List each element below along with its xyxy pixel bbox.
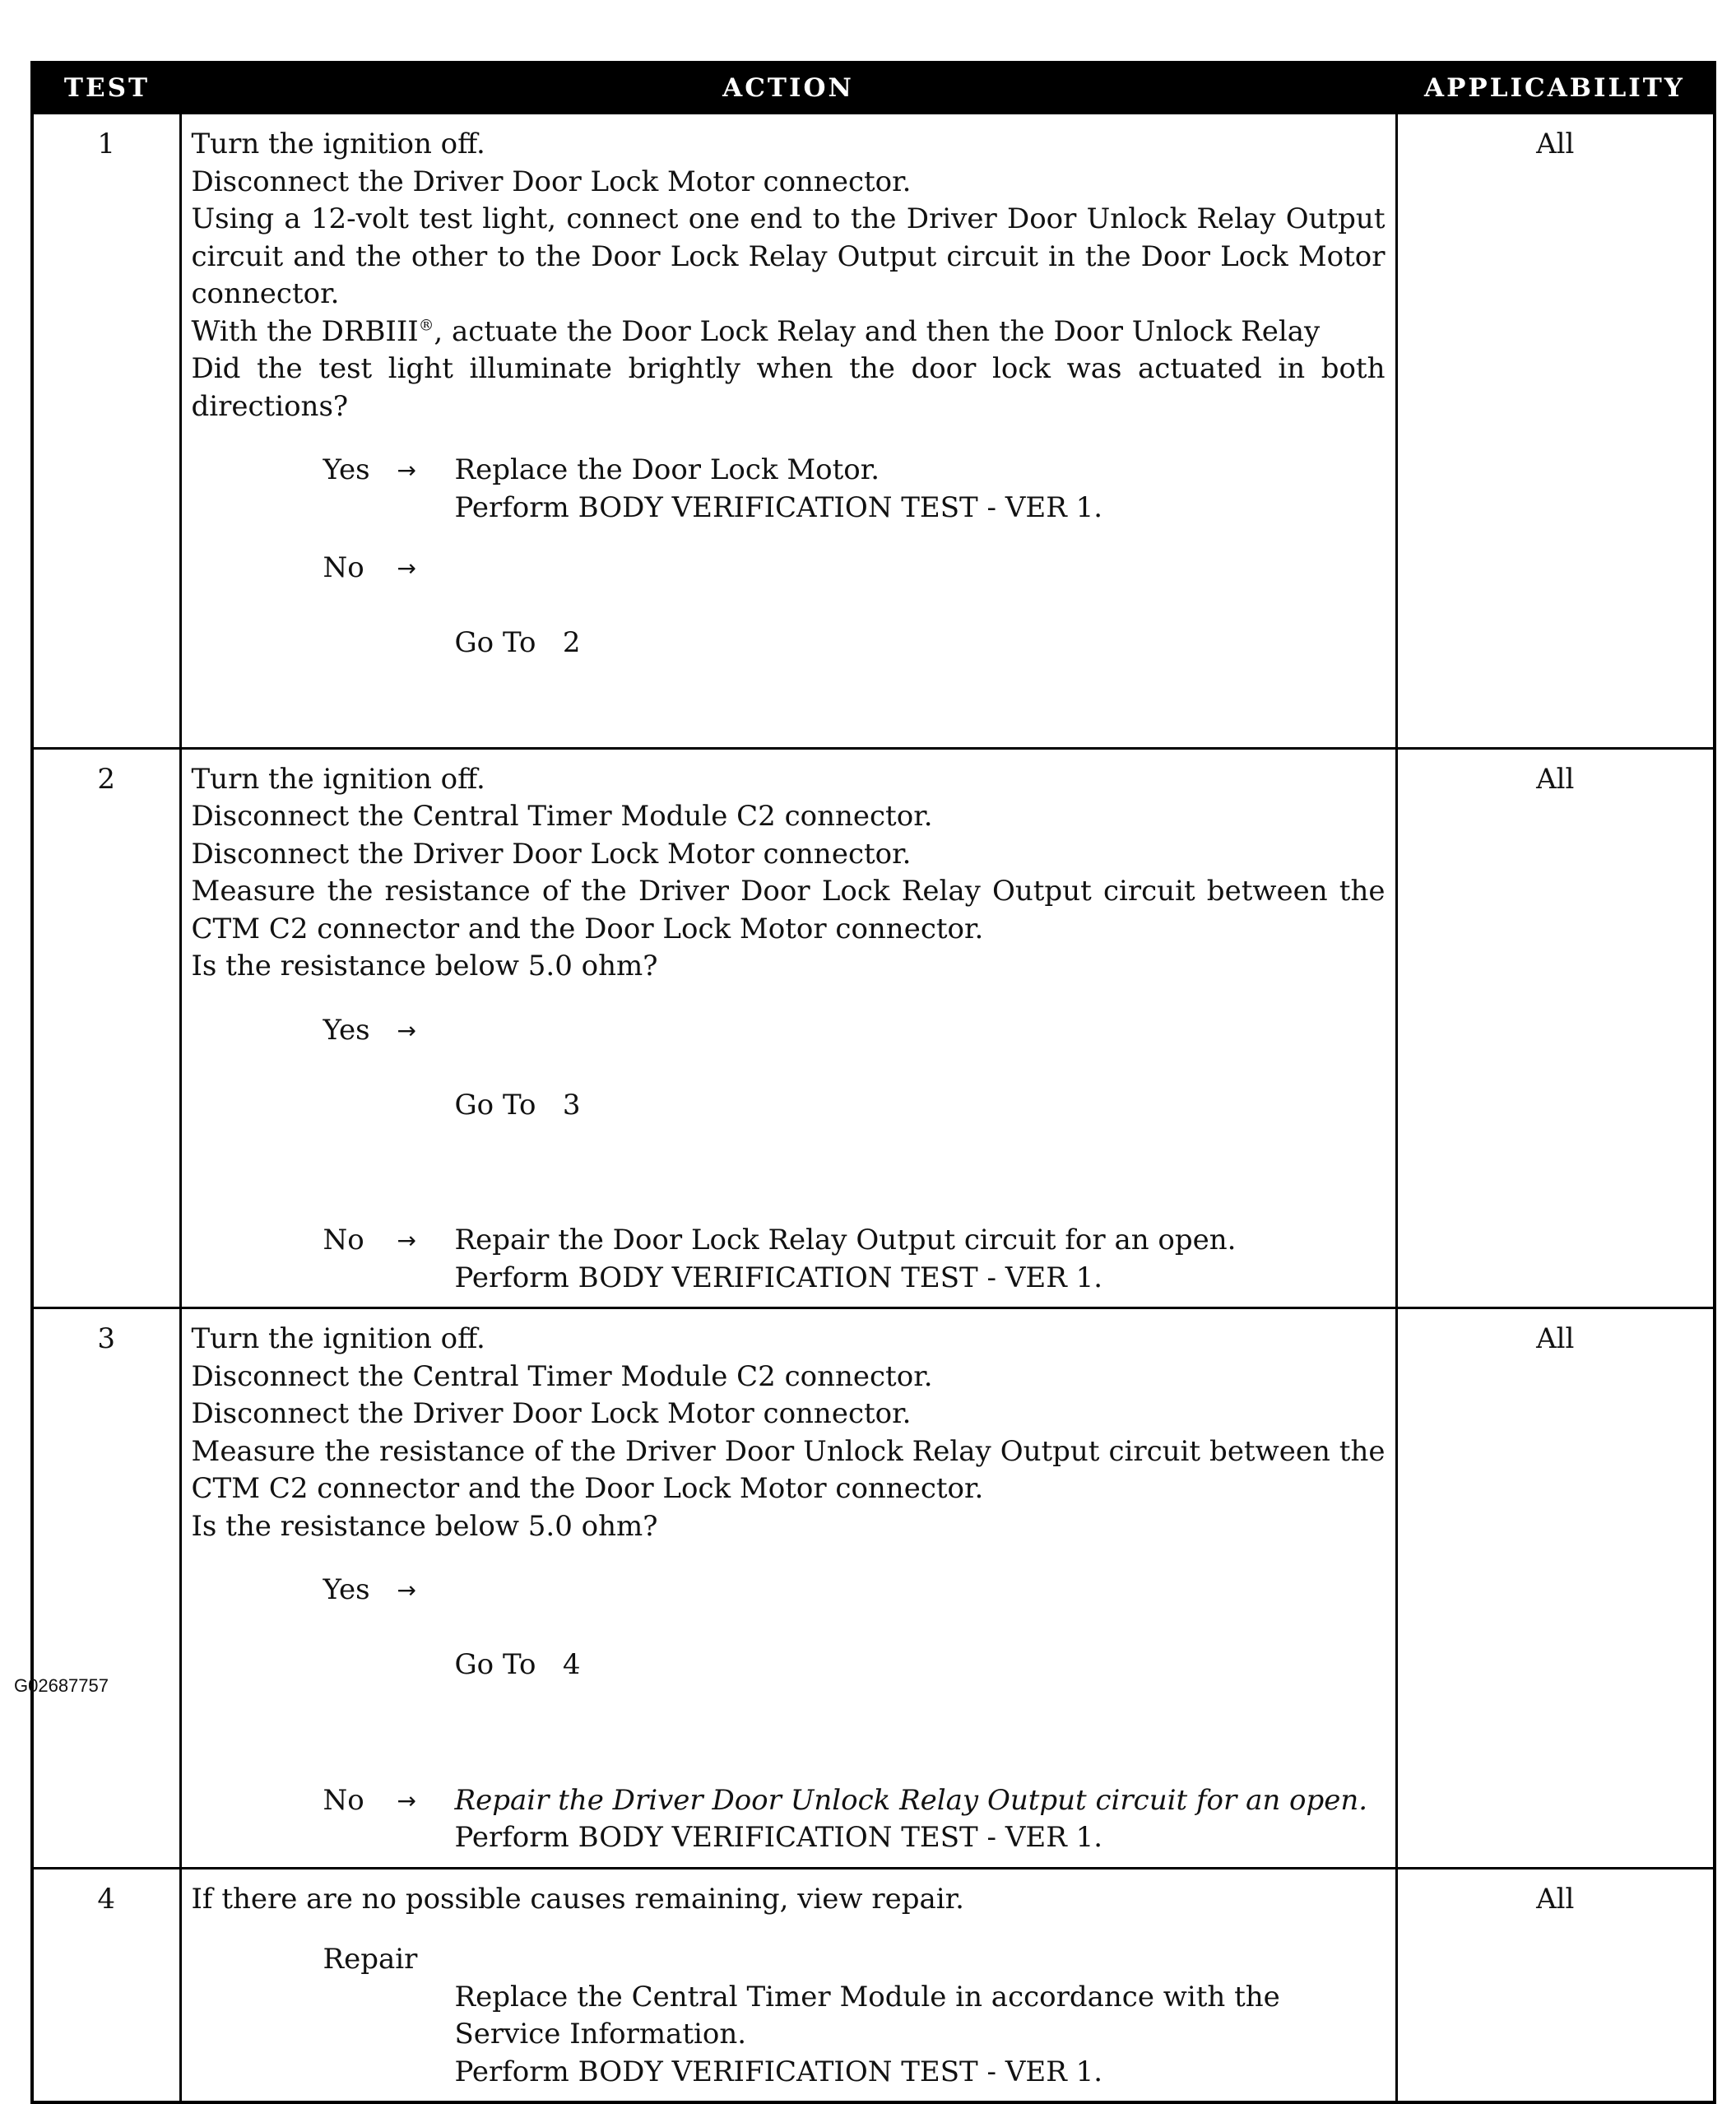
header-applicability: APPLICABILITY	[1396, 63, 1715, 114]
result-no	[323, 550, 1386, 737]
test-number: 1	[32, 114, 180, 749]
step-text: Measure the resistance of the Driver Door Lock Relay Output circuit between the CTM C2 connector and the Door Lock Motor connector.	[191, 875, 1386, 945]
table-row	[32, 748, 1715, 1308]
repair-line: Replace the Central Timer Module in accordance with the Service Information.	[454, 1980, 1280, 2051]
step-text: Turn the ignition off.	[191, 762, 485, 796]
table-row	[32, 1308, 1715, 1869]
step-text: Measure the resistance of the Driver Door Unlock Relay Output circuit between the CTM C2 connector and the Door Lock Motor connector.	[191, 1434, 1386, 1505]
step-text: Disconnect the Central Timer Module C2 connector.	[191, 800, 933, 833]
test-number: 4	[32, 1868, 180, 2102]
action-cell	[180, 1868, 1396, 2102]
action-steps	[192, 1881, 1386, 1919]
results	[323, 1572, 1386, 1857]
step-text: Using a 12-volt test light, connect one end to the Driver Door Unlock Relay Output circuit and the other to the Door Lock Relay Output circuit in the Door Lock Motor connector.	[191, 202, 1386, 310]
result-line: Perform BODY VERIFICATION TEST - VER 1.	[454, 490, 1103, 524]
applicability-value: All	[1396, 114, 1715, 749]
result-line: Perform BODY VERIFICATION TEST - VER 1.	[454, 1261, 1103, 1294]
result-label: No	[323, 551, 364, 584]
result-text	[455, 452, 1386, 527]
result-label: No	[323, 1224, 364, 1256]
result-line: Go To 2	[454, 626, 581, 659]
result-line: Repair the Door Lock Relay Output circuit for an open.	[454, 1224, 1237, 1256]
result-text	[455, 1782, 1386, 1857]
header-test: TEST	[32, 63, 180, 114]
result-yes	[323, 1572, 1386, 1759]
action-cell	[180, 748, 1396, 1308]
right-arrow-icon: →	[397, 1577, 416, 1604]
applicability-value: All	[1396, 1868, 1715, 2102]
result-text	[455, 1012, 1386, 1200]
applicability-value: All	[1396, 748, 1715, 1308]
step-text: Turn the ignition off.	[191, 128, 485, 160]
step-text: Disconnect the Driver Door Lock Motor connector.	[191, 1397, 912, 1430]
table-row	[32, 1868, 1715, 2102]
repair-instructions	[455, 1979, 1386, 2092]
step-text: Did the test light illuminate brightly when the door lock was actuated in both directions?	[191, 352, 1386, 423]
header-action: ACTION	[180, 63, 1396, 114]
step-text: With the DRBIII®, actuate the Door Lock Relay and then the Door Unlock Relay	[191, 314, 1321, 348]
action-steps	[192, 1321, 1386, 1545]
step-text: Turn the ignition off.	[191, 1322, 485, 1355]
repair-section	[323, 1941, 1386, 2091]
result-label: Yes	[323, 453, 370, 486]
registered-mark: ®	[418, 317, 434, 335]
step-text: If there are no possible causes remaining, view repair.	[191, 1882, 964, 1916]
test-number: 2	[32, 748, 180, 1308]
result-label: No	[323, 1783, 364, 1817]
result-no	[323, 1222, 1386, 1297]
result-line: Go To 4	[454, 1648, 581, 1681]
repair-label: Repair	[323, 1943, 418, 1976]
figure-code: G02687757	[14, 1675, 109, 1696]
result-label: Yes	[323, 1573, 370, 1606]
step-text: Disconnect the Driver Door Lock Motor connector.	[191, 165, 912, 198]
applicability-value: All	[1396, 1308, 1715, 1869]
right-arrow-icon: →	[397, 1227, 416, 1254]
step-text: Is the resistance below 5.0 ohm?	[191, 950, 658, 982]
result-line: Perform BODY VERIFICATION TEST - VER 1.	[454, 1821, 1103, 1854]
result-yes	[323, 452, 1386, 527]
result-line: Go To 3	[454, 1088, 581, 1122]
step-text: Disconnect the Driver Door Lock Motor connector.	[191, 837, 912, 871]
results	[323, 452, 1386, 737]
diagnostic-test-table	[30, 61, 1716, 2104]
action-steps	[192, 126, 1386, 425]
test-number: 3	[32, 1308, 180, 1869]
step-text: Disconnect the Central Timer Module C2 connector.	[191, 1359, 933, 1393]
repair-line: Perform BODY VERIFICATION TEST - VER 1.	[454, 2055, 1103, 2088]
right-arrow-icon: →	[397, 555, 416, 582]
table-header	[32, 63, 1715, 114]
result-text	[455, 550, 1386, 737]
results	[323, 1012, 1386, 1298]
result-line: Replace the Door Lock Motor.	[454, 453, 880, 486]
action-cell	[180, 1308, 1396, 1869]
result-text	[455, 1572, 1386, 1759]
result-text	[455, 1222, 1386, 1297]
action-steps	[192, 761, 1386, 986]
result-yes	[323, 1012, 1386, 1200]
result-no	[323, 1782, 1386, 1857]
right-arrow-icon: →	[397, 457, 416, 484]
step-text: Is the resistance below 5.0 ohm?	[191, 1509, 658, 1543]
result-label: Yes	[323, 1013, 370, 1047]
right-arrow-icon: →	[397, 1786, 416, 1814]
result-line: Repair the Driver Door Unlock Relay Output circuit for an open.	[454, 1783, 1368, 1817]
table-row	[32, 114, 1715, 749]
right-arrow-icon: →	[397, 1016, 416, 1044]
action-cell	[180, 114, 1396, 749]
